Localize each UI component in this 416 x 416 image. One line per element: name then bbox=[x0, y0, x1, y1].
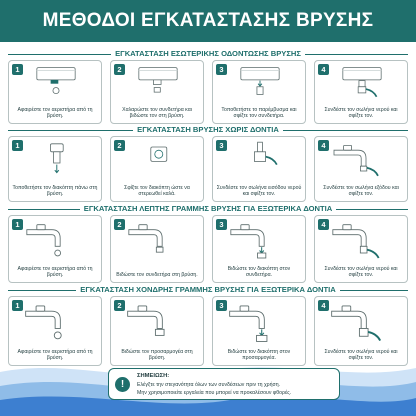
step-number-badge: 1 bbox=[12, 140, 23, 151]
diverter-tighten-icon bbox=[111, 139, 205, 187]
step-caption: Συνδέστε τον σωλήνα νερού και σφίξτε τον. bbox=[324, 348, 398, 362]
step-panel bbox=[314, 136, 408, 202]
faucet-underside-icon bbox=[9, 63, 103, 109]
thick-tap-aerator-icon bbox=[9, 299, 103, 351]
install-section bbox=[0, 203, 416, 283]
step-panel bbox=[212, 215, 306, 283]
gasket-fit-icon bbox=[213, 63, 307, 109]
tap-aerator-remove-icon bbox=[9, 218, 103, 268]
section-title-text: ΕΓΚΑΤΑΣΤΑΣΗ ΒΡΥΣΗΣ ΧΩΡΙΣ ΔΟΝΤΙΑ bbox=[133, 125, 283, 134]
step-caption: Συνδέστε τον σωλήνα εισόδου νερού και σφίξτε τον. bbox=[216, 184, 302, 198]
install-section bbox=[0, 48, 416, 124]
step-number-badge: 4 bbox=[318, 300, 329, 311]
tap-connector-icon bbox=[111, 218, 205, 268]
step-caption: Βιδώστε τον προσαρμογέα στη βρύση. bbox=[121, 348, 193, 362]
tap-hose-icon bbox=[315, 218, 409, 268]
step-number-badge: 2 bbox=[114, 64, 125, 75]
step-caption: Τοποθετήστε τον διακόπτη πάνω στη βρύση. bbox=[12, 184, 98, 198]
step-caption: Βιδώστε τον συνδετήρα στη βρύση. bbox=[116, 272, 198, 279]
step-caption: Τοποθετήστε το παρέμβυσμα και σφίξτε τον συνδετήρα. bbox=[221, 106, 297, 120]
step-panel bbox=[314, 60, 408, 124]
section-title bbox=[0, 203, 416, 215]
section-title bbox=[0, 124, 416, 136]
step-caption: Χαλαρώστε τον συνδετήρα και βιδώστε τον στη βρύση. bbox=[122, 106, 192, 120]
step-number-badge: 3 bbox=[216, 64, 227, 75]
thick-tap-diverter-icon bbox=[213, 299, 307, 351]
step-number-badge: 2 bbox=[114, 300, 125, 311]
outlet-hose-icon bbox=[315, 139, 409, 187]
step-caption: Αφαιρέστε τον αεριστήρα από τη βρύση. bbox=[17, 106, 93, 120]
step-panel bbox=[8, 136, 102, 202]
step-panel bbox=[314, 215, 408, 283]
step-number-badge: 1 bbox=[12, 300, 23, 311]
step-panel bbox=[110, 215, 204, 283]
step-number-badge: 3 bbox=[216, 140, 227, 151]
note-line: Ελέγξτε την στεγανότητα όλων των συνδέσεων πριν τη χρήση. bbox=[137, 382, 281, 388]
step-number-badge: 2 bbox=[114, 219, 125, 230]
step-panel bbox=[8, 60, 102, 124]
step-caption: Συνδέστε τον σωλήνα νερού και σφίξτε τον. bbox=[324, 265, 398, 279]
section-title bbox=[0, 48, 416, 60]
inlet-hose-icon bbox=[213, 139, 307, 187]
step-caption: Σφίξτε τον διακόπτη ώστε να στερεωθεί καλά. bbox=[124, 184, 190, 198]
header-banner bbox=[0, 0, 416, 42]
section-title-text: ΕΓΚΑΤΑΣΤΑΣΗ ΕΣΩΤΕΡΙΚΗΣ ΟΔΟΝΤΩΣΗΣ ΒΡΥΣΗΣ bbox=[111, 49, 305, 58]
step-panel bbox=[110, 136, 204, 202]
page-title: ΜΕΘΟΔΟΙ ΕΓΚΑΤΑΣΤΑΣΗΣ ΒΡΥΣΗΣ bbox=[42, 10, 374, 31]
step-number-badge: 4 bbox=[318, 219, 329, 230]
connector-install-icon bbox=[111, 63, 205, 109]
step-number-badge: 4 bbox=[318, 140, 329, 151]
step-caption: Βιδώστε τον διακόπτη στον προσαρμογέα. bbox=[227, 348, 291, 362]
thick-tap-adapter-icon bbox=[111, 299, 205, 351]
exclamation-icon: ! bbox=[115, 377, 130, 392]
tap-diverter-icon bbox=[213, 218, 307, 268]
install-section bbox=[0, 124, 416, 202]
step-panel bbox=[110, 60, 204, 124]
step-caption: Συνδέστε τον σωλήνα νερού και σφίξτε τον. bbox=[324, 106, 398, 120]
step-panel bbox=[212, 136, 306, 202]
step-caption: Αφαιρέστε τον αεριστήρα από τη βρύση. bbox=[17, 265, 93, 279]
hose-connect-icon bbox=[315, 63, 409, 109]
diverter-place-icon bbox=[9, 139, 103, 187]
note-line: Μην χρησιμοποιείτε εργαλεία που μπορεί να προκαλέσουν φθορές. bbox=[137, 390, 292, 396]
step-caption: Αφαιρέστε τον αεριστήρα από τη βρύση. bbox=[17, 348, 93, 362]
thick-tap-hose-icon bbox=[315, 299, 409, 351]
step-panel bbox=[212, 60, 306, 124]
step-number-badge: 3 bbox=[216, 300, 227, 311]
section-title-text: ΕΓΚΑΤΑΣΤΑΣΗ ΧΟΝΔΡΗΣ ΓΡΑΜΜΗΣ ΒΡΥΣΗΣ ΓΙΑ ΕΞΩΤΕΡΙΚΑ ΔΟΝΤΙΑ bbox=[76, 285, 339, 294]
step-caption: Συνδέστε τον σωλήνα εξόδου και σφίξτε τον. bbox=[323, 184, 399, 198]
note-title: ΣΗΜΕΙΩΣΗ: bbox=[137, 373, 170, 379]
step-panel bbox=[8, 215, 102, 283]
step-number-badge: 1 bbox=[12, 219, 23, 230]
step-number-badge: 3 bbox=[216, 219, 227, 230]
step-caption: Βιδώστε τον διακόπτη στον συνδετήρα. bbox=[227, 265, 291, 279]
step-number-badge: 1 bbox=[12, 64, 23, 75]
section-title bbox=[0, 284, 416, 296]
note-box bbox=[108, 368, 340, 400]
step-number-badge: 4 bbox=[318, 64, 329, 75]
section-title-text: ΕΓΚΑΤΑΣΤΑΣΗ ΛΕΠΤΗΣ ΓΡΑΜΜΗΣ ΒΡΥΣΗΣ ΓΙΑ ΕΞΩΤΕΡΙΚΑ ΔΟΝΤΙΑ bbox=[80, 204, 336, 213]
step-number-badge: 2 bbox=[114, 140, 125, 151]
